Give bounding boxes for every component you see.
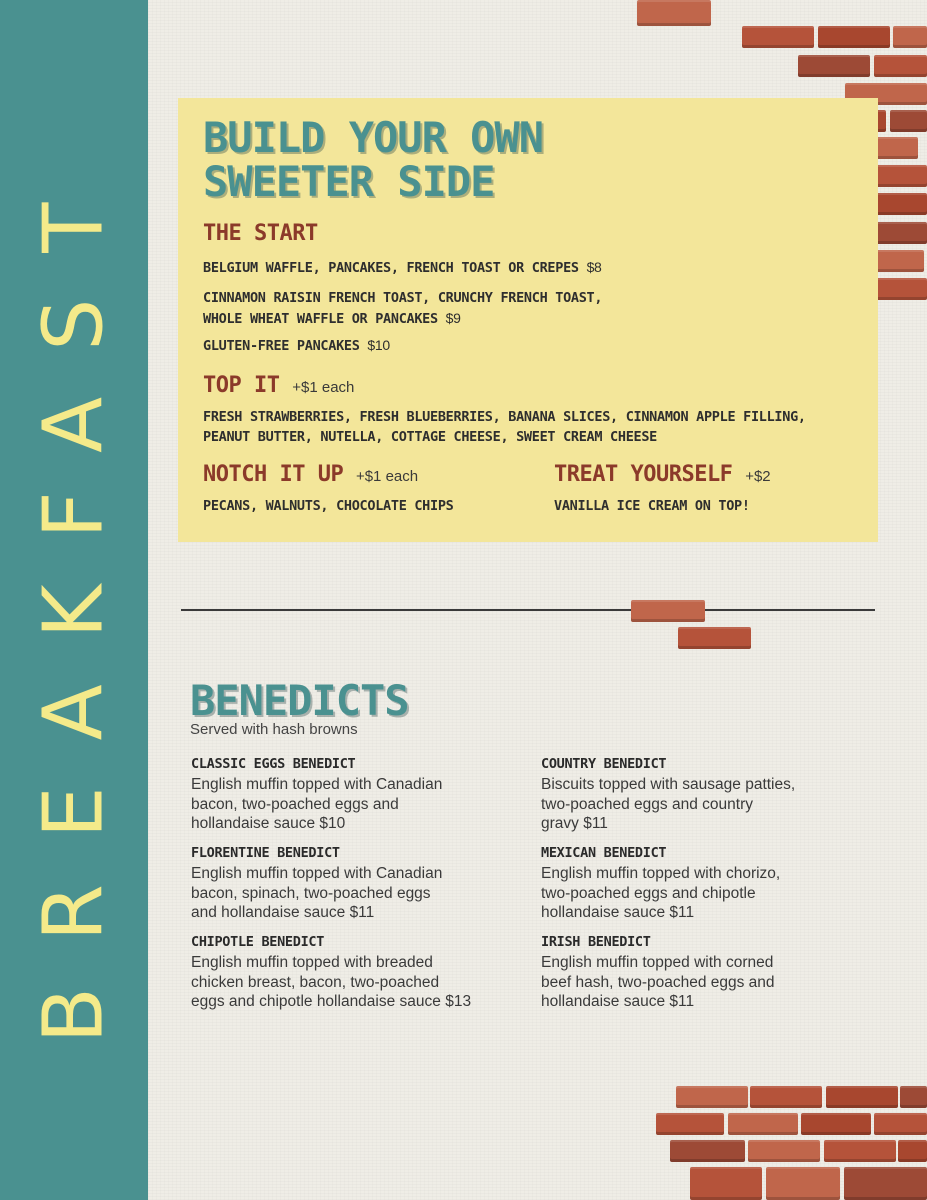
benedicts-subtitle: Served with hash browns — [190, 721, 358, 738]
notch-it-up-items: PECANS, WALNUTS, CHOCOLATE CHIPS — [203, 498, 454, 514]
menu-item: COUNTRY BENEDICT Biscuits topped with sausage patties, two-poached eggs and country gravy $11 — [541, 756, 796, 832]
sweeter-side-title: BUILD YOUR OWN SWEETER SIDE — [203, 113, 544, 206]
treat-yourself-items: VANILLA ICE CREAM ON TOP! — [554, 498, 750, 514]
benedicts-right-column — [541, 756, 871, 1023]
section-divider — [181, 609, 875, 611]
start-item-3: GLUTEN-FREE PANCAKES $10 — [203, 337, 390, 354]
top-it-items: FRESH STRAWBERRIES, FRESH BLUEBERRIES, BANANA SLICES, CINNAMON APPLE FILLING, PEANUT BUTTER, NUTELLA, COTTAGE CHEESE, SWEET CREAM CHEESE — [203, 409, 806, 445]
menu-item: MEXICAN BENEDICT English muffin topped with chorizo, two-poached eggs and chipotle hollandaise sauce $11 — [541, 845, 781, 921]
start-item-1: BELGIUM WAFFLE, PANCAKES, FRENCH TOAST OR CREPES $8 — [203, 259, 602, 276]
sidebar-title: BREAKFAST — [26, 156, 122, 1044]
notch-it-up-heading: NOTCH IT UP +$1 each — [203, 462, 419, 487]
benedicts-left-column — [191, 756, 521, 1023]
benedicts-title: BENEDICTS — [190, 676, 409, 725]
start-item-2: CINNAMON RAISIN FRENCH TOAST, CRUNCHY FRENCH TOAST, WHOLE WHEAT WAFFLE OR PANCAKES $9 — [203, 290, 603, 327]
the-start-heading: THE START — [203, 221, 318, 246]
menu-item: FLORENTINE BENEDICT English muffin topped with Canadian bacon, spinach, two-poached eggs and hollandaise sauce $11 — [191, 845, 443, 921]
sidebar — [0, 0, 148, 1200]
menu-item: CLASSIC EGGS BENEDICT English muffin topped with Canadian bacon, two-poached eggs and hollandaise sauce $10 — [191, 756, 443, 832]
menu-item: IRISH BENEDICT English muffin topped with corned beef hash, two-poached eggs and hollandaise sauce $11 — [541, 934, 775, 1010]
treat-yourself-heading: TREAT YOURSELF +$2 — [554, 462, 771, 487]
top-it-heading: TOP IT +$1 each — [203, 373, 355, 398]
menu-item: CHIPOTLE BENEDICT English muffin topped with breaded chicken breast, bacon, two-poached eggs and chipotle hollandaise sauce $13 — [191, 934, 472, 1010]
